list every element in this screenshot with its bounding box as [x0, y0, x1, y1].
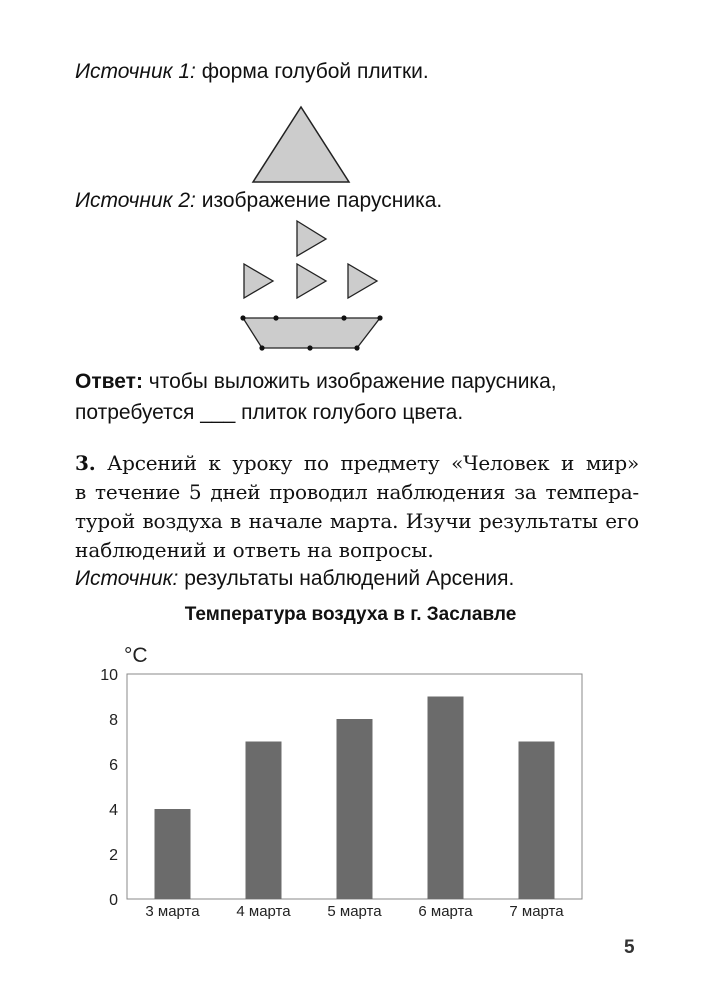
sail-middle	[297, 264, 326, 298]
x-category-label: 5 марта	[327, 903, 382, 920]
source3-label: Источник:	[75, 567, 179, 590]
hull-dot	[259, 345, 264, 350]
y-axis-unit: °C	[124, 644, 148, 667]
boat-hull	[243, 318, 380, 348]
bar	[519, 742, 555, 900]
y-tick-label: 4	[109, 802, 118, 819]
task3-line-2: в течение 5 дней проводил наблюдения за темпера-	[75, 480, 639, 504]
source1-text: форма голубой плитки.	[195, 60, 429, 83]
hull-dot	[307, 345, 312, 350]
x-category-label: 6 марта	[418, 903, 473, 920]
bar-chart	[100, 644, 582, 920]
bar	[428, 697, 464, 900]
task3-number: 3.	[75, 451, 96, 475]
task3-line-3: турой воздуха в начале марта. Изучи результаты его	[75, 509, 639, 533]
sail-top	[297, 221, 326, 256]
page-number: 5	[624, 937, 635, 958]
answer-label: Ответ:	[75, 370, 143, 393]
hull-dot	[240, 315, 245, 320]
hull-dot	[377, 315, 382, 320]
hull-dot	[354, 345, 359, 350]
x-category-label: 3 марта	[145, 903, 200, 920]
y-tick-label: 8	[109, 712, 118, 729]
source3-text: результаты наблюдений Арсения.	[178, 567, 515, 590]
x-category-label: 4 марта	[236, 903, 291, 920]
hull-dot	[341, 315, 346, 320]
source2-text: изображение парусника.	[195, 189, 443, 212]
bar	[155, 809, 191, 899]
source1-label: Источник 1:	[75, 60, 196, 83]
y-tick-label: 10	[100, 667, 118, 684]
x-category-label: 7 марта	[509, 903, 564, 920]
task3-text-1: Арсений к уроку по предмету «Человек и мир»	[95, 451, 639, 475]
bar	[337, 719, 373, 899]
y-tick-label: 6	[109, 757, 118, 774]
answer-text-1: чтобы выложить изображение парусника,	[142, 370, 557, 393]
sail-right	[348, 264, 377, 298]
hull-dot	[273, 315, 278, 320]
tile-triangle	[253, 107, 349, 182]
sailboat	[240, 221, 382, 351]
source2-label: Источник 2:	[75, 189, 196, 212]
y-tick-label: 0	[109, 892, 118, 909]
answer-line-2: потребуется ___ плиток голубого цвета.	[75, 401, 464, 424]
task3-line-4: наблюдений и ответь на вопросы.	[75, 538, 434, 562]
bar	[246, 742, 282, 900]
y-tick-label: 2	[109, 847, 118, 864]
sail-left	[244, 264, 273, 298]
chart-title: Температура воздуха в г. Заславле	[184, 604, 517, 625]
